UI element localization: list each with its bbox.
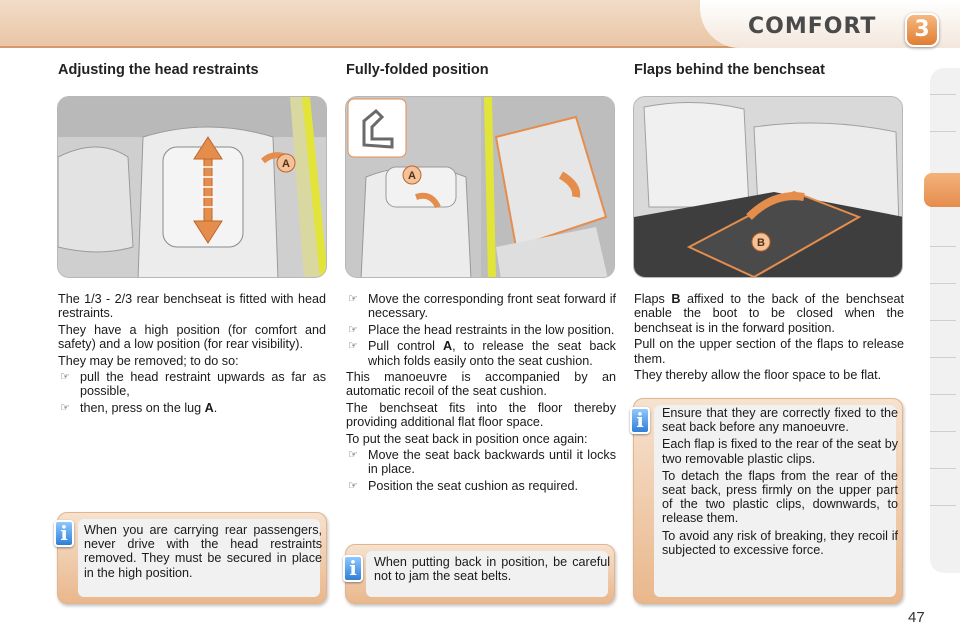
info-text: When you are carrying rear passengers, never drive with the head restraints removed. They must be secured in place in the high position. <box>84 523 322 580</box>
side-tab-divider <box>930 468 956 469</box>
section-title-head-restraints: Adjusting the head restraints <box>58 62 259 78</box>
side-tab-divider <box>930 320 956 321</box>
bullet-hand-icon: ☞ <box>60 370 70 384</box>
flaps-illustration <box>634 97 903 278</box>
photo-label-a: A <box>408 170 416 182</box>
side-tab-divider <box>930 283 956 284</box>
info-text: When putting back in position, be careful not to jam the seat belts. <box>374 555 610 584</box>
paragraph: They may be removed; to do so: <box>58 353 239 368</box>
photo-flaps <box>633 96 903 278</box>
info-text-flaps <box>662 406 898 560</box>
reference-letter: B <box>671 292 681 306</box>
photo-label-b: B <box>757 237 765 249</box>
paragraph: The benchseat fits into the floor thereby providing additional flat floor space. <box>346 400 616 430</box>
side-tab-divider <box>930 94 956 95</box>
fully-folded-text <box>346 292 616 495</box>
list-item <box>346 448 616 477</box>
section-title-flaps: Flaps behind the benchseat <box>634 62 825 78</box>
chapter-title: COMFORT <box>748 14 877 39</box>
info-icon: i <box>630 407 650 434</box>
paragraph: To put the seat back in position once again: <box>346 431 588 446</box>
bullet-text: Position the seat cushion as required. <box>368 478 579 493</box>
list-item <box>346 323 616 337</box>
paragraph <box>634 292 904 335</box>
head-restraints-text <box>58 292 326 417</box>
bullet-text: then, press on the lug <box>80 400 202 415</box>
info-paragraph: Ensure that they are correctly fixed to the seat back before any manoeuvre. <box>662 406 898 435</box>
reference-letter: A <box>443 339 453 354</box>
bullet-text: , to release the seat back which folds easily onto the seat cushion. <box>368 339 616 368</box>
side-tab-divider <box>930 357 956 358</box>
bullet-text: pull the head restraint upwards as far as possible, <box>80 370 326 399</box>
paragraph: Pull on the upper section of the flaps to release them. <box>634 337 904 366</box>
punctuation: . <box>213 400 218 415</box>
info-icon: i <box>54 520 74 547</box>
bullet-text: Pull control <box>368 339 435 354</box>
intro-text: Flaps <box>634 292 665 306</box>
reference-letter: A <box>204 400 214 415</box>
side-tab-divider <box>930 394 956 395</box>
bullet-text: Place the head restraints in the low position. <box>368 322 615 337</box>
list-item <box>58 401 326 415</box>
side-tab-divider <box>930 431 956 432</box>
paragraph: This manoeuvre is accompanied by an automatic recoil of the seat cushion. <box>346 370 616 399</box>
list-item <box>346 292 616 321</box>
paragraph: They have a high position (for comfort and safety) and a low position (for rear visibility). <box>58 322 326 352</box>
info-paragraph: Each flap is fixed to the rear of the seat by two removable plastic clips. <box>662 437 898 466</box>
side-tab-active[interactable] <box>924 173 960 207</box>
bullet-text: Move the corresponding front seat forward if necessary. <box>368 292 616 321</box>
bullet-hand-icon: ☞ <box>348 339 358 353</box>
side-tab-divider <box>930 246 956 247</box>
fully-folded-illustration <box>346 97 615 278</box>
list-item <box>346 339 616 368</box>
head-restraint-illustration <box>58 97 327 278</box>
photo-head-restraints <box>57 96 327 278</box>
list-item <box>58 370 326 399</box>
list-item <box>346 479 616 493</box>
side-tab-divider <box>930 505 956 506</box>
bullet-hand-icon: ☞ <box>348 448 358 462</box>
section-title-fully-folded: Fully-folded position <box>346 62 489 78</box>
info-paragraph: To avoid any risk of breaking, they recoil if subjected to excessive force. <box>662 528 898 557</box>
seat-folding-icon <box>348 99 406 157</box>
paragraph: The 1/3 - 2/3 rear benchseat is fitted with head restraints. <box>58 292 326 321</box>
paragraph: They thereby allow the floor space to be flat. <box>634 368 882 383</box>
side-tab-divider <box>930 131 956 132</box>
bullet-hand-icon: ☞ <box>348 292 358 305</box>
chapter-number-badge: 3 <box>905 13 939 47</box>
photo-fully-folded <box>345 96 615 278</box>
flaps-text <box>634 292 904 384</box>
info-icon: i <box>343 555 363 582</box>
info-paragraph: To detach the flaps from the rear of the seat back, press firmly on the upper part of the two plastic clips, downwards, to release them. <box>662 468 898 526</box>
bullet-text: Move the seat back backwards until it locks in place. <box>368 448 616 477</box>
bullet-hand-icon: ☞ <box>60 400 70 414</box>
page-number: 47 <box>908 609 925 626</box>
intro-text: affixed to the back of the benchseat enable the boot to be closed when the benchseat is in the forward position. <box>634 292 904 335</box>
photo-label-a: A <box>282 158 290 170</box>
bullet-hand-icon: ☞ <box>348 322 358 336</box>
bullet-hand-icon: ☞ <box>348 478 358 492</box>
